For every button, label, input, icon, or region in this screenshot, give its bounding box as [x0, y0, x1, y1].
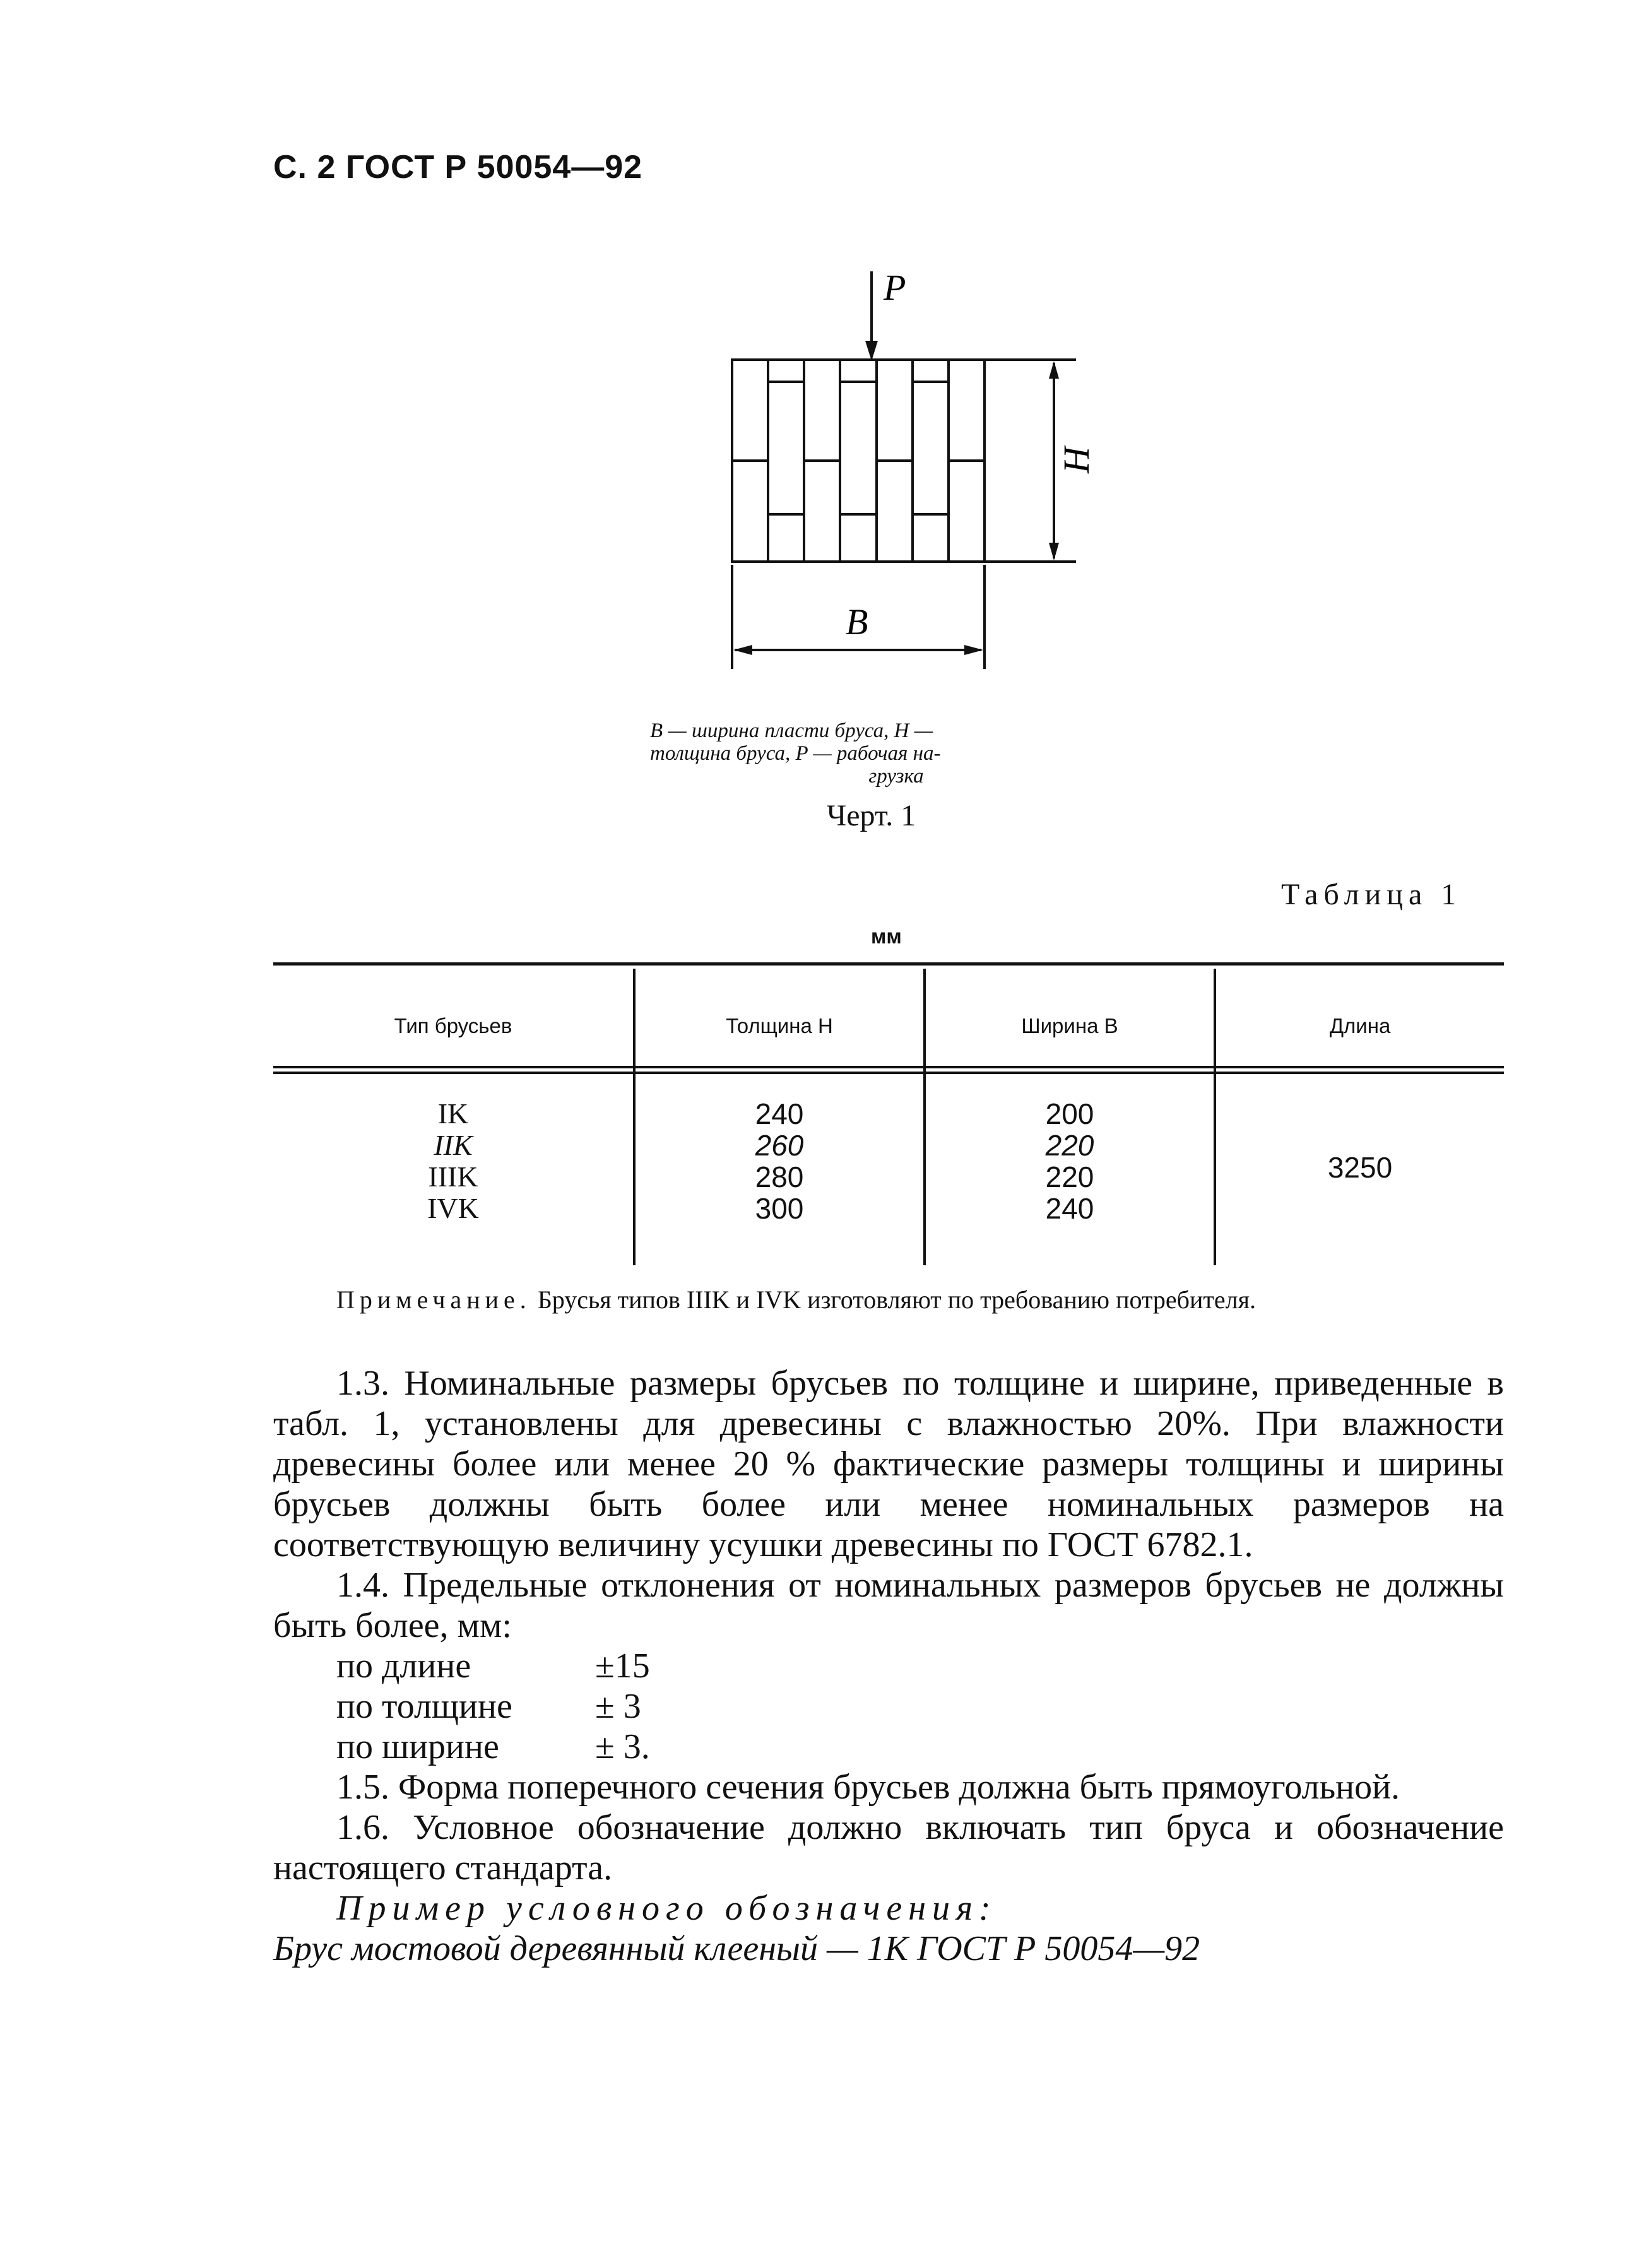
body-text: [273, 1363, 1504, 1969]
column-width: [926, 1098, 1214, 1224]
example-label: Пример условного обозначения:: [336, 1889, 997, 1928]
table-cell: IIK: [434, 1129, 473, 1161]
header-type: Тип брусьев: [394, 1014, 512, 1037]
page-header: С. 2 ГОСТ Р 50054—92: [273, 149, 643, 186]
note-label: Примечание.: [336, 1285, 531, 1314]
caption-line: толщина бруса, P — рабочая на-: [650, 742, 941, 765]
width-label: B: [846, 601, 868, 642]
table-cell: IVK: [427, 1192, 479, 1224]
table-cell: IIIK: [428, 1161, 478, 1193]
caption-line: B — ширина пласти бруса, H —: [650, 719, 933, 742]
table-cell: 3250: [1327, 1151, 1393, 1184]
table-cell: 220: [1045, 1161, 1094, 1193]
table-cell: IK: [437, 1097, 469, 1130]
figure-title: Черт. 1: [827, 799, 916, 832]
column-length: [1216, 1152, 1504, 1183]
load-label: P: [884, 267, 906, 308]
note-text: Брусья типов IIIK и IVK изготовляют по требованию потребителя.: [537, 1285, 1257, 1314]
section-1-4: 1.4. Предельные отклонения от номинальных размеров брусьев не должны быть более, мм:: [273, 1566, 1504, 1645]
table-cell: 240: [755, 1097, 804, 1130]
deviation-value: ± 3: [595, 1687, 641, 1726]
figure-caption: [650, 719, 1142, 788]
table-header-rule: [273, 1072, 1504, 1074]
deviation-row: [336, 1727, 1504, 1767]
table-cell: 260: [755, 1129, 804, 1162]
header-thickness: Толщина H: [726, 1014, 833, 1037]
table-cell: 200: [1045, 1097, 1094, 1130]
deviation-label: по длине: [336, 1646, 471, 1686]
section-1-5: 1.5. Форма поперечного сечения брусьев должна быть прямоугольной.: [336, 1768, 1400, 1807]
table-header-rule: [273, 1066, 1504, 1068]
section-1-3: 1.3. Номинальные размеры брусьев по толщине и ширине, приведенные в табл. 1, установлены для древесины с влажностью 20%. При влажности древесины более или менее 20 % фактические размеры толщины и ширины брусьев должны быть более или менее номинальных размеров на соответствующую величину усушки древесины по ГОСТ 6782.1.: [273, 1364, 1504, 1564]
table-cell: 240: [1045, 1192, 1094, 1225]
column-type: [273, 1098, 633, 1224]
height-label: H: [1056, 447, 1097, 473]
deviation-label: по толщине: [336, 1687, 512, 1726]
table-top-rule: [273, 962, 1504, 966]
table-label: Таблица 1: [1281, 878, 1462, 911]
header-length: Длина: [1329, 1014, 1391, 1037]
deviation-row: [336, 1686, 1504, 1727]
beam-outline: [732, 360, 985, 562]
column-thickness: [636, 1098, 923, 1224]
deviation-row: [336, 1646, 1504, 1686]
load-arrow-head: [865, 341, 878, 361]
caption-line: грузка: [868, 765, 924, 788]
header-width: Ширина B: [1021, 1014, 1118, 1037]
deviation-value: ± 3.: [595, 1727, 650, 1766]
deviation-value: ±15: [595, 1646, 650, 1686]
section-1-6: 1.6. Условное обозначение должно включать тип бруса и обозначение настоящего стандарта.: [273, 1808, 1504, 1887]
deviation-label: по ширине: [336, 1727, 499, 1766]
example-designation: Брус мостовой деревянный клееный — 1K ГОСТ Р 50054—92: [273, 1929, 1200, 1968]
table-cell: 220: [1045, 1129, 1094, 1162]
table-note: [273, 1284, 1504, 1316]
table-cell: 300: [755, 1192, 804, 1225]
cross-section-drawing: [694, 252, 1136, 694]
table-units: мм: [871, 924, 902, 948]
table-cell: 280: [755, 1161, 804, 1193]
dimensions-table: [273, 962, 1504, 1272]
